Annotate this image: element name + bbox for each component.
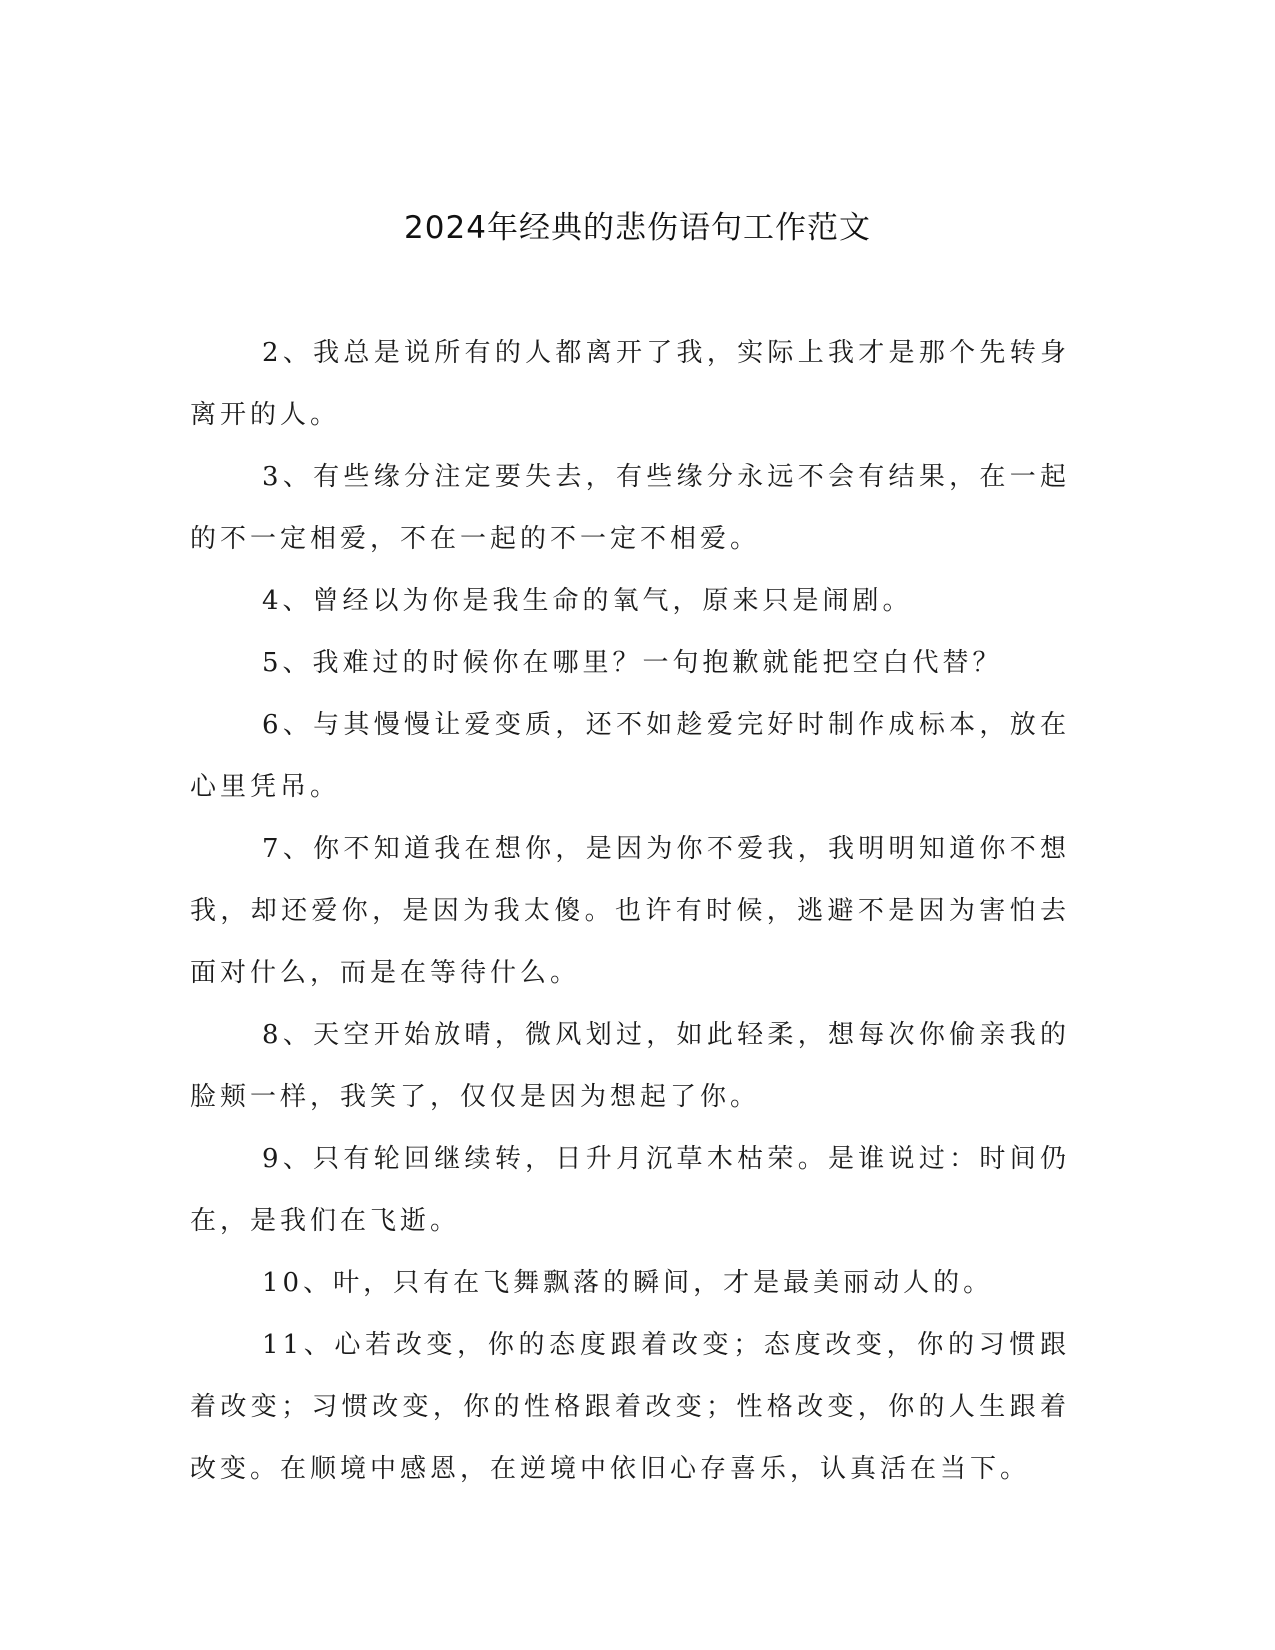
paragraph-9: 9、只有轮回继续转，日升月沉草木枯荣。是谁说过：时间仍在，是我们在飞逝。 <box>190 1144 1070 1236</box>
paragraph-2: 2、我总是说所有的人都离开了我，实际上我才是那个先转身离开的人。 <box>190 338 1070 430</box>
paragraph-7: 7、你不知道我在想你，是因为你不爱我，我明明知道你不想我，却还爱你，是因为我太傻。也许有时候，逃避不是因为害怕去面对什么，而是在等待什么。 <box>190 834 1070 988</box>
paragraph-8: 8、天空开始放晴，微风划过，如此轻柔，想每次你偷亲我的脸颊一样，我笑了，仅仅是因为想起了你。 <box>190 1020 1070 1112</box>
paragraph-11: 11、心若改变，你的态度跟着改变；态度改变，你的习惯跟着改变；习惯改变，你的性格跟着改变；性格改变，你的人生跟着改变。在顺境中感恩，在逆境中依旧心存喜乐，认真活在当下。 <box>190 1330 1070 1484</box>
paragraph-3: 3、有些缘分注定要失去，有些缘分永远不会有结果，在一起的不一定相爱，不在一起的不一定不相爱。 <box>190 462 1070 554</box>
document-title: 2024年经典的悲伤语句工作范文 <box>404 210 871 246</box>
paragraph-4: 4、曾经以为你是我生命的氧气，原来只是闹剧。 <box>262 586 913 616</box>
paragraph-5: 5、我难过的时候你在哪里？一句抱歉就能把空白代替？ <box>262 648 1003 678</box>
document-body <box>190 322 1070 1500</box>
paragraph-10: 10、叶，只有在飞舞飘落的瞬间，才是最美丽动人的。 <box>262 1268 994 1298</box>
paragraph-6: 6、与其慢慢让爱变质，还不如趁爱完好时制作成标本，放在心里凭吊。 <box>190 710 1070 802</box>
